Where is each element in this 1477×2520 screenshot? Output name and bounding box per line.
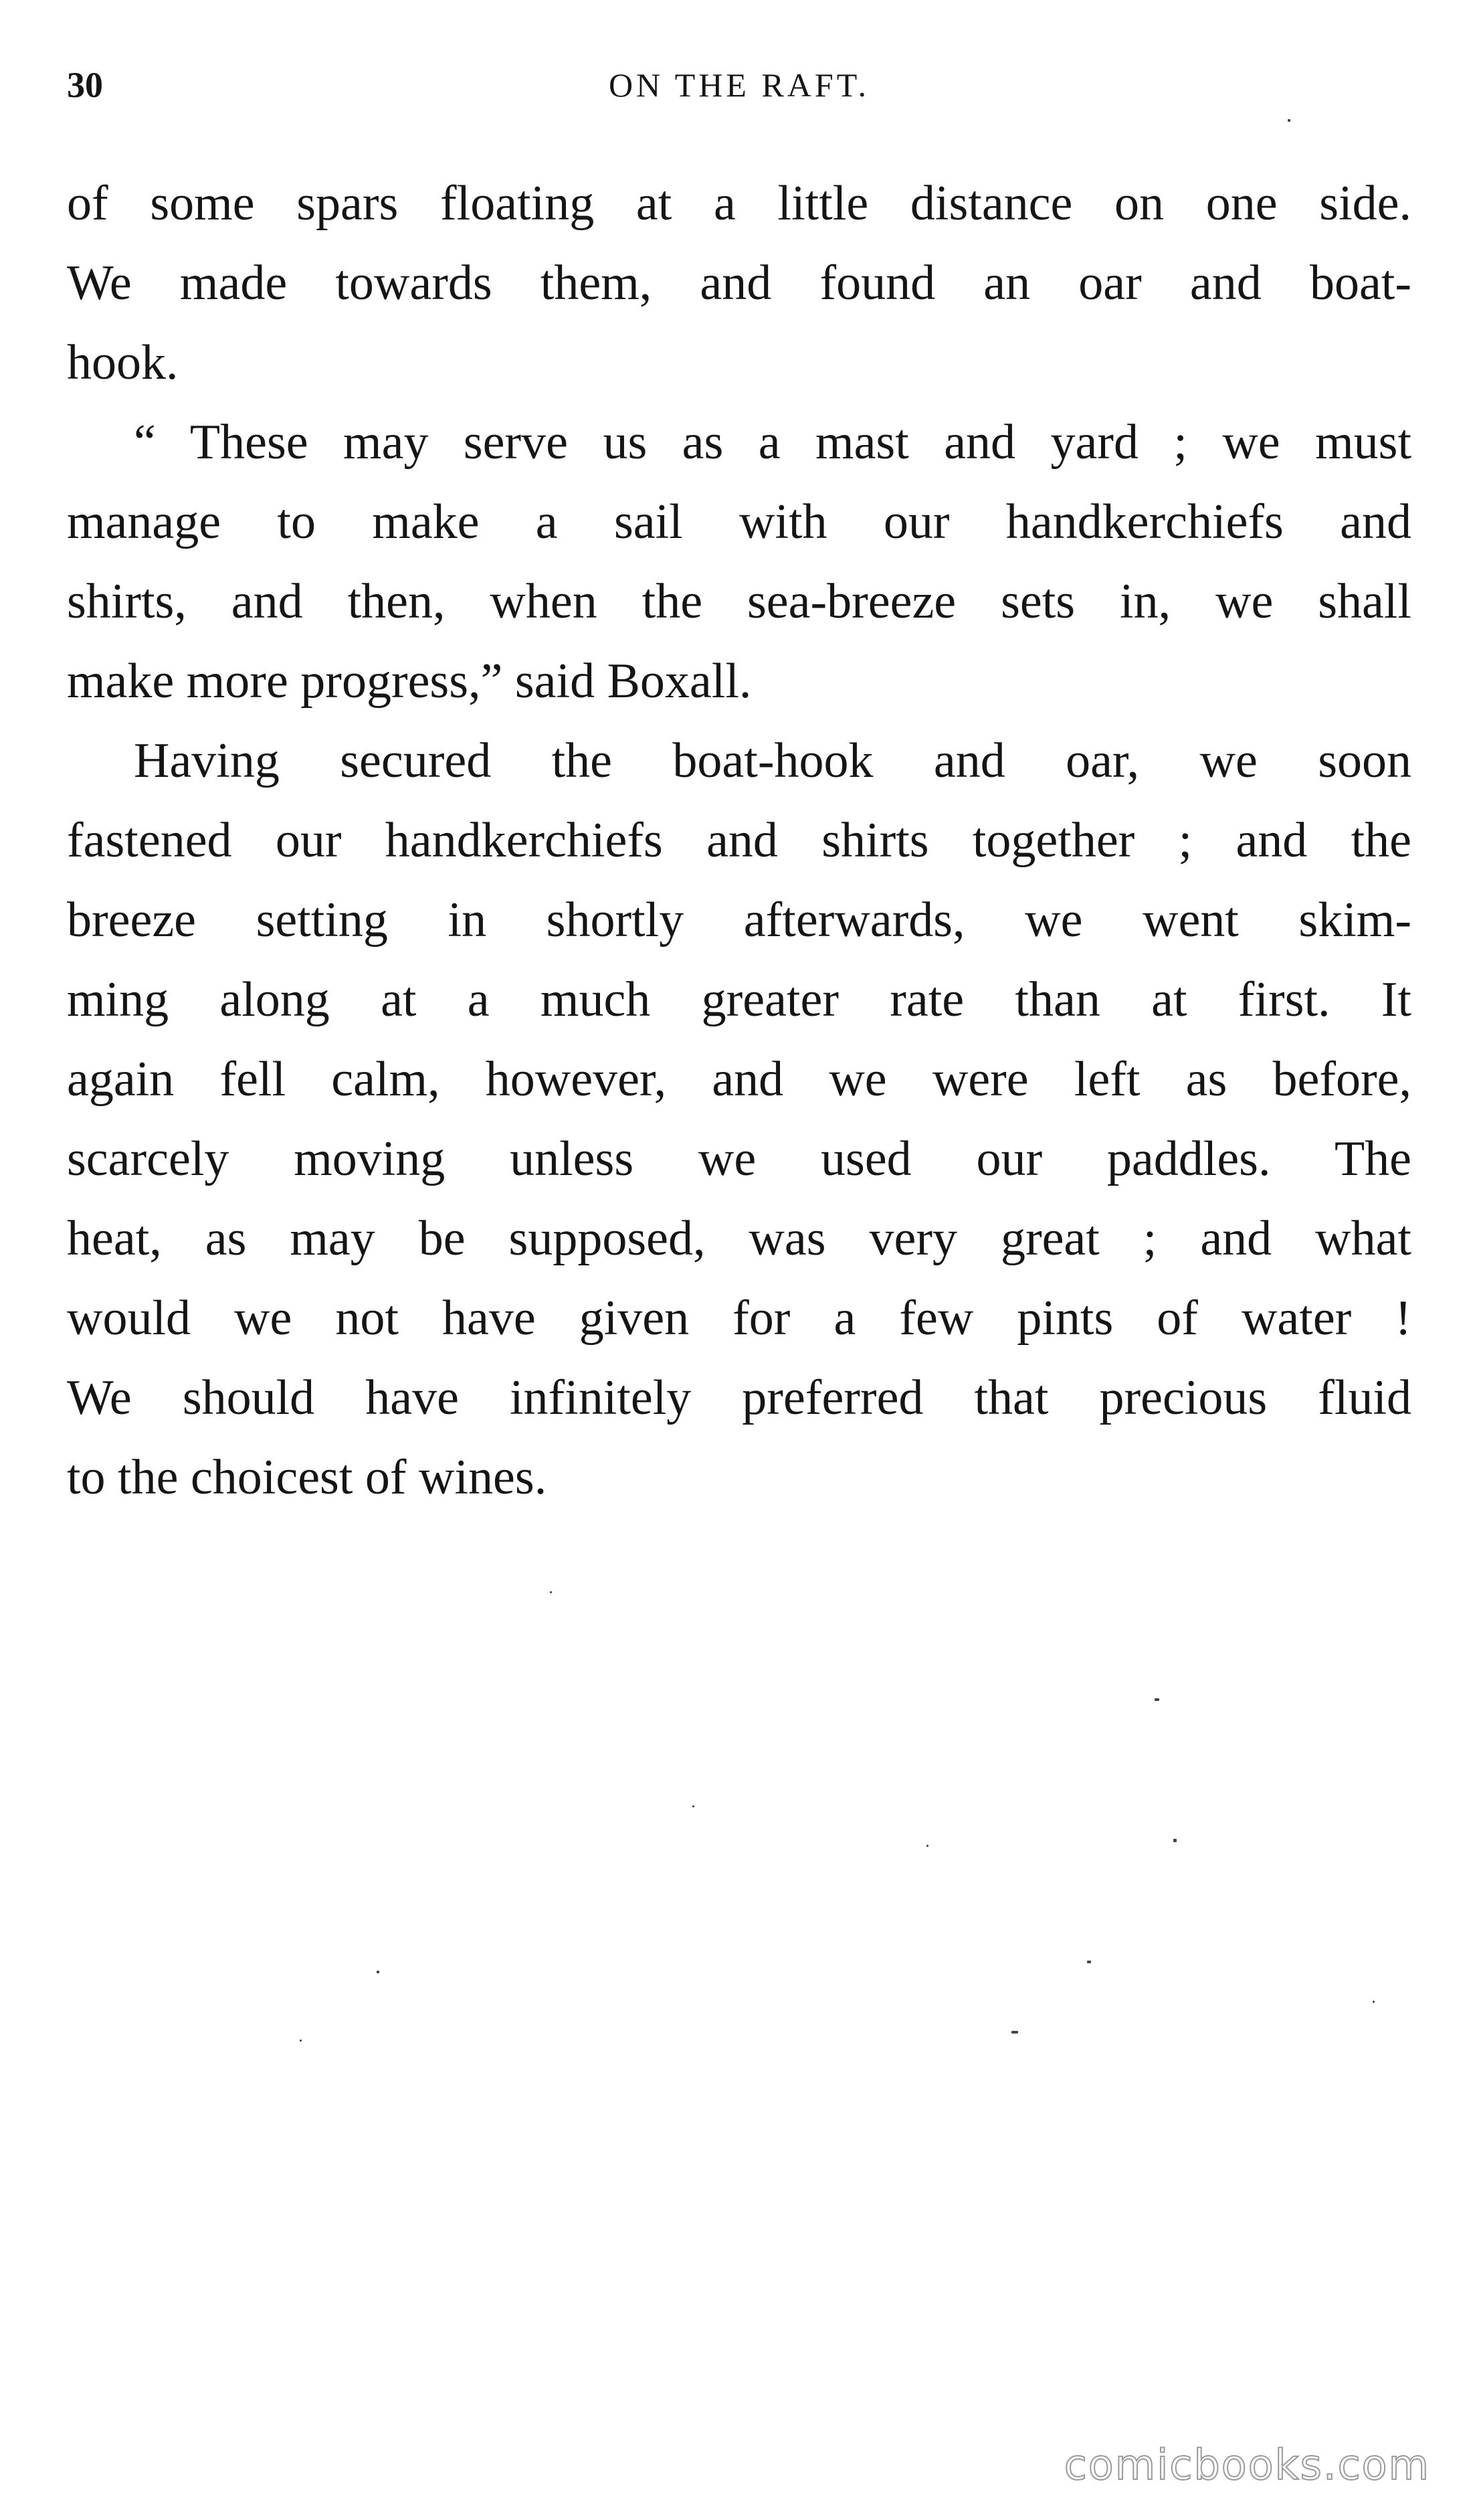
scan-speck [377, 1971, 379, 1973]
page-number: 30 [67, 65, 103, 105]
scan-speck [692, 1805, 694, 1807]
scan-speck [926, 1845, 928, 1847]
text-line: scarcely moving unless we used our paddles. The [67, 1132, 1411, 1186]
scan-speck [1288, 119, 1290, 122]
text-line: of some spars floating at a little distance on one side. [67, 176, 1411, 231]
text-line: hook. [67, 335, 179, 390]
text-line: heat, as may be supposed, was very great ; and what [67, 1211, 1411, 1266]
text-line: ming along at a much greater rate than at first. It [67, 972, 1411, 1027]
watermark: comicbooks.com [1064, 2440, 1430, 2489]
paragraph-3 [67, 721, 1411, 1518]
scan-speck [1173, 1839, 1177, 1842]
text-line: make more progress,” said Boxall. [67, 654, 752, 709]
text-line: again fell calm, however, and we were left as before, [67, 1052, 1411, 1107]
paragraph-1 [67, 164, 1411, 403]
paragraph-2 [67, 403, 1411, 721]
scan-speck [1087, 1961, 1091, 1963]
text-line: Having secured the boat-hook and oar, we soon [134, 733, 1411, 788]
scan-speck [1373, 2001, 1375, 2003]
text-line: to the choicest of wines. [67, 1450, 547, 1505]
text-line: fastened our handkerchiefs and shirts together ; and the [67, 813, 1411, 868]
running-head [67, 62, 1411, 108]
scan-speck [300, 2040, 302, 2042]
text-line: We should have infinitely preferred that precious fluid [67, 1370, 1411, 1425]
running-title: ON THE RAFT. [608, 66, 870, 104]
text-line: shirts, and then, when the sea-breeze sets in, we shall [67, 574, 1411, 629]
body-text [67, 164, 1411, 1518]
scan-speck [1155, 1698, 1159, 1701]
text-line: manage to make a sail with our handkerchiefs and [67, 494, 1411, 549]
text-line: We made towards them, and found an oar and boat- [67, 256, 1411, 310]
text-line: “ These may serve us as a mast and yard ; we must [134, 415, 1411, 470]
text-line: breeze setting in shortly afterwards, we went skim- [67, 893, 1411, 948]
scan-speck [550, 1591, 552, 1593]
scan-speck [1011, 2031, 1018, 2034]
text-line: would we not have given for a few pints of water ! [67, 1291, 1411, 1346]
